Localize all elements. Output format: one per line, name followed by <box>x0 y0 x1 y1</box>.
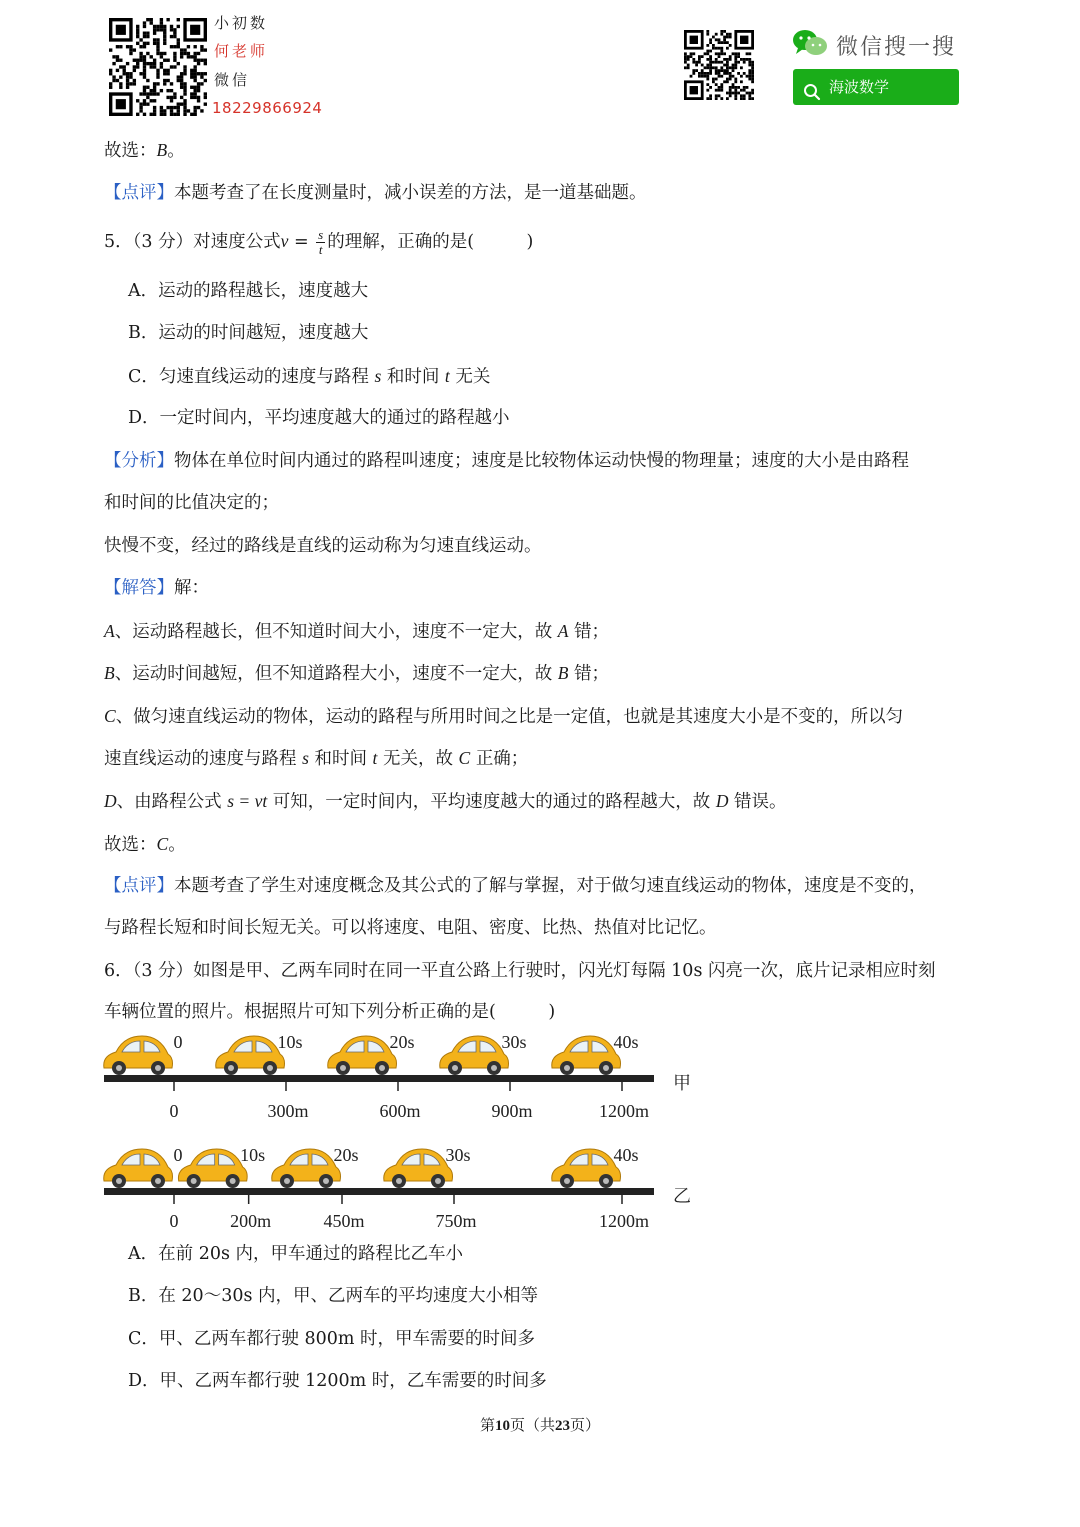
q6-figure <box>100 1030 700 1235</box>
road-甲 <box>104 1075 654 1082</box>
brand-line-2: 何老师 <box>214 42 269 60</box>
distance-label-1-4: 1200m <box>598 1211 650 1231</box>
q6-option-d[interactable]: D．甲、乙两车都行驶 1200m 时，乙车需要的时间多 <box>128 1371 547 1391</box>
q5-review-line2: 与路程长短和时间长短无关。可以将速度、电阻、密度、比热、热值对比记忆。 <box>104 918 717 938</box>
q5-option-b[interactable]: B．运动的时间越短，速度越大 <box>128 323 369 343</box>
row-label-0: 甲 <box>673 1073 691 1093</box>
car-1-4 <box>552 1149 621 1188</box>
wechat-search-button[interactable] <box>793 69 959 105</box>
car-1-0 <box>104 1149 173 1188</box>
distance-label-1-0: 0 <box>169 1211 179 1231</box>
q6-option-b[interactable]: B．在 20～30s 内，甲、乙两车的平均速度大小相等 <box>128 1286 539 1306</box>
wechat-search-title: 微信搜一搜 <box>836 35 957 60</box>
distance-label-0-2: 600m <box>379 1101 421 1121</box>
q6-stem-line2: 车辆位置的照片。根据照片可知下列分析正确的是( ) <box>104 1002 556 1022</box>
brand-line-1: 小初数 <box>214 14 269 32</box>
time-label-1-2: 20s <box>333 1145 359 1165</box>
qr-code-right <box>684 30 754 100</box>
q5-analysis-line2: 和时间的比值决定的； <box>104 493 279 513</box>
q5-answer: 故选：C。 <box>104 834 186 855</box>
q5-solution-a: A、运动路程越长，但不知道时间大小，速度不一定大，故 A 错； <box>104 621 610 642</box>
q6-stem: 6．（3 分）如图是甲、乙两车同时在同一平直公路上行驶时，闪光灯每隔 10s 闪亮一次，底片记录相应时刻 <box>104 961 936 981</box>
prev-review: 【点评】本题考查了在长度测量时，减小误差的方法，是一道基础题。 <box>104 183 647 203</box>
time-label-0-3: 30s <box>501 1032 527 1052</box>
q5-solution-c: C、做匀速直线运动的物体，运动的路程与所用时间之比是一定值，也就是其速度大小是不变的，所以匀 <box>104 706 904 727</box>
q5-stem: 5．（3 分）对速度公式v = $\frac{s}{t}$ 的理解，正确的是( ) <box>104 227 534 257</box>
car-0-3 <box>440 1036 509 1075</box>
q5-analysis: 【分析】物体在单位时间内通过的路程叫速度；速度是比较物体运动快慢的物理量；速度的大小是由路程 <box>104 451 909 471</box>
q5-solution-heading: 【解答】解： <box>104 578 209 598</box>
q5-option-a[interactable]: A．运动的路程越长，速度越大 <box>128 281 369 301</box>
car-1-3 <box>384 1149 453 1188</box>
distance-label-0-3: 900m <box>491 1101 533 1121</box>
distance-label-1-2: 450m <box>323 1211 365 1231</box>
q5-analysis-line3: 快慢不变，经过的路线是直线的运动称为匀速直线运动。 <box>104 536 542 556</box>
analysis-tag: 【分析】 <box>104 451 174 471</box>
distance-label-0-0: 0 <box>169 1101 179 1121</box>
distance-label-1-3: 750m <box>435 1211 477 1231</box>
wechat-search-label: 海波数学 <box>829 78 890 96</box>
q5-option-c[interactable]: C．匀速直线运动的速度与路程 s 和时间 t 无关 <box>128 366 491 387</box>
search-icon <box>803 78 821 114</box>
time-label-0-1: 10s <box>277 1032 303 1052</box>
prev-answer: 故选：B。 <box>104 140 185 161</box>
q5-solution-d: D、由路程公式 s = vt 可知，一定时间内，平均速度越大的通过的路程越大，故 D 错误。 <box>104 791 787 812</box>
speed-formula-fraction: $\frac{s}{t}$ <box>318 227 324 257</box>
car-0-1 <box>216 1036 285 1075</box>
distance-label-0-1: 300m <box>267 1101 309 1121</box>
page-footer: 第10页（共23页） <box>479 1416 601 1434</box>
road-乙 <box>104 1188 654 1195</box>
car-0-2 <box>328 1036 397 1075</box>
review-tag: 【点评】 <box>104 876 174 896</box>
qr-code-left <box>109 18 207 116</box>
brand-phone: 18229866924 <box>212 99 323 117</box>
time-label-1-1: 10s <box>240 1145 266 1165</box>
solution-tag: 【解答】 <box>104 578 174 598</box>
q5-review: 【点评】本题考查了学生对速度概念及其公式的了解与掌握，对于做匀速直线运动的物体，速度是不变的， <box>104 876 927 896</box>
brand-line-3: 微信 <box>214 71 251 89</box>
time-label-0-2: 20s <box>389 1032 415 1052</box>
distance-label-0-4: 1200m <box>598 1101 650 1121</box>
q6-option-a[interactable]: A．在前 20s 内，甲车通过的路程比乙车小 <box>128 1244 464 1264</box>
car-1-1 <box>178 1149 247 1188</box>
review-tag: 【点评】 <box>104 183 174 203</box>
car-0-0 <box>104 1036 173 1075</box>
wechat-logo-icon <box>792 28 828 58</box>
q5-option-d[interactable]: D．一定时间内，平均速度越大的通过的路程越小 <box>128 408 510 428</box>
q5-solution-c-line2: 速直线运动的速度与路程 s 和时间 t 无关，故 C 正确； <box>104 748 529 769</box>
time-label-1-4: 40s <box>613 1145 639 1165</box>
time-label-1-0: 0 <box>173 1145 183 1165</box>
car-0-4 <box>552 1036 621 1075</box>
time-label-1-3: 30s <box>445 1145 471 1165</box>
q6-option-c[interactable]: C．甲、乙两车都行驶 800m 时，甲车需要的时间多 <box>128 1329 536 1349</box>
q5-solution-b: B、运动时间越短，但不知道路程大小，速度不一定大，故 B 错； <box>104 663 610 684</box>
car-position-diagram <box>100 1030 700 1235</box>
car-1-2 <box>272 1149 341 1188</box>
time-label-0-0: 0 <box>173 1032 183 1052</box>
time-label-0-4: 40s <box>613 1032 639 1052</box>
distance-label-1-1: 200m <box>230 1211 272 1231</box>
row-label-1: 乙 <box>673 1186 691 1206</box>
